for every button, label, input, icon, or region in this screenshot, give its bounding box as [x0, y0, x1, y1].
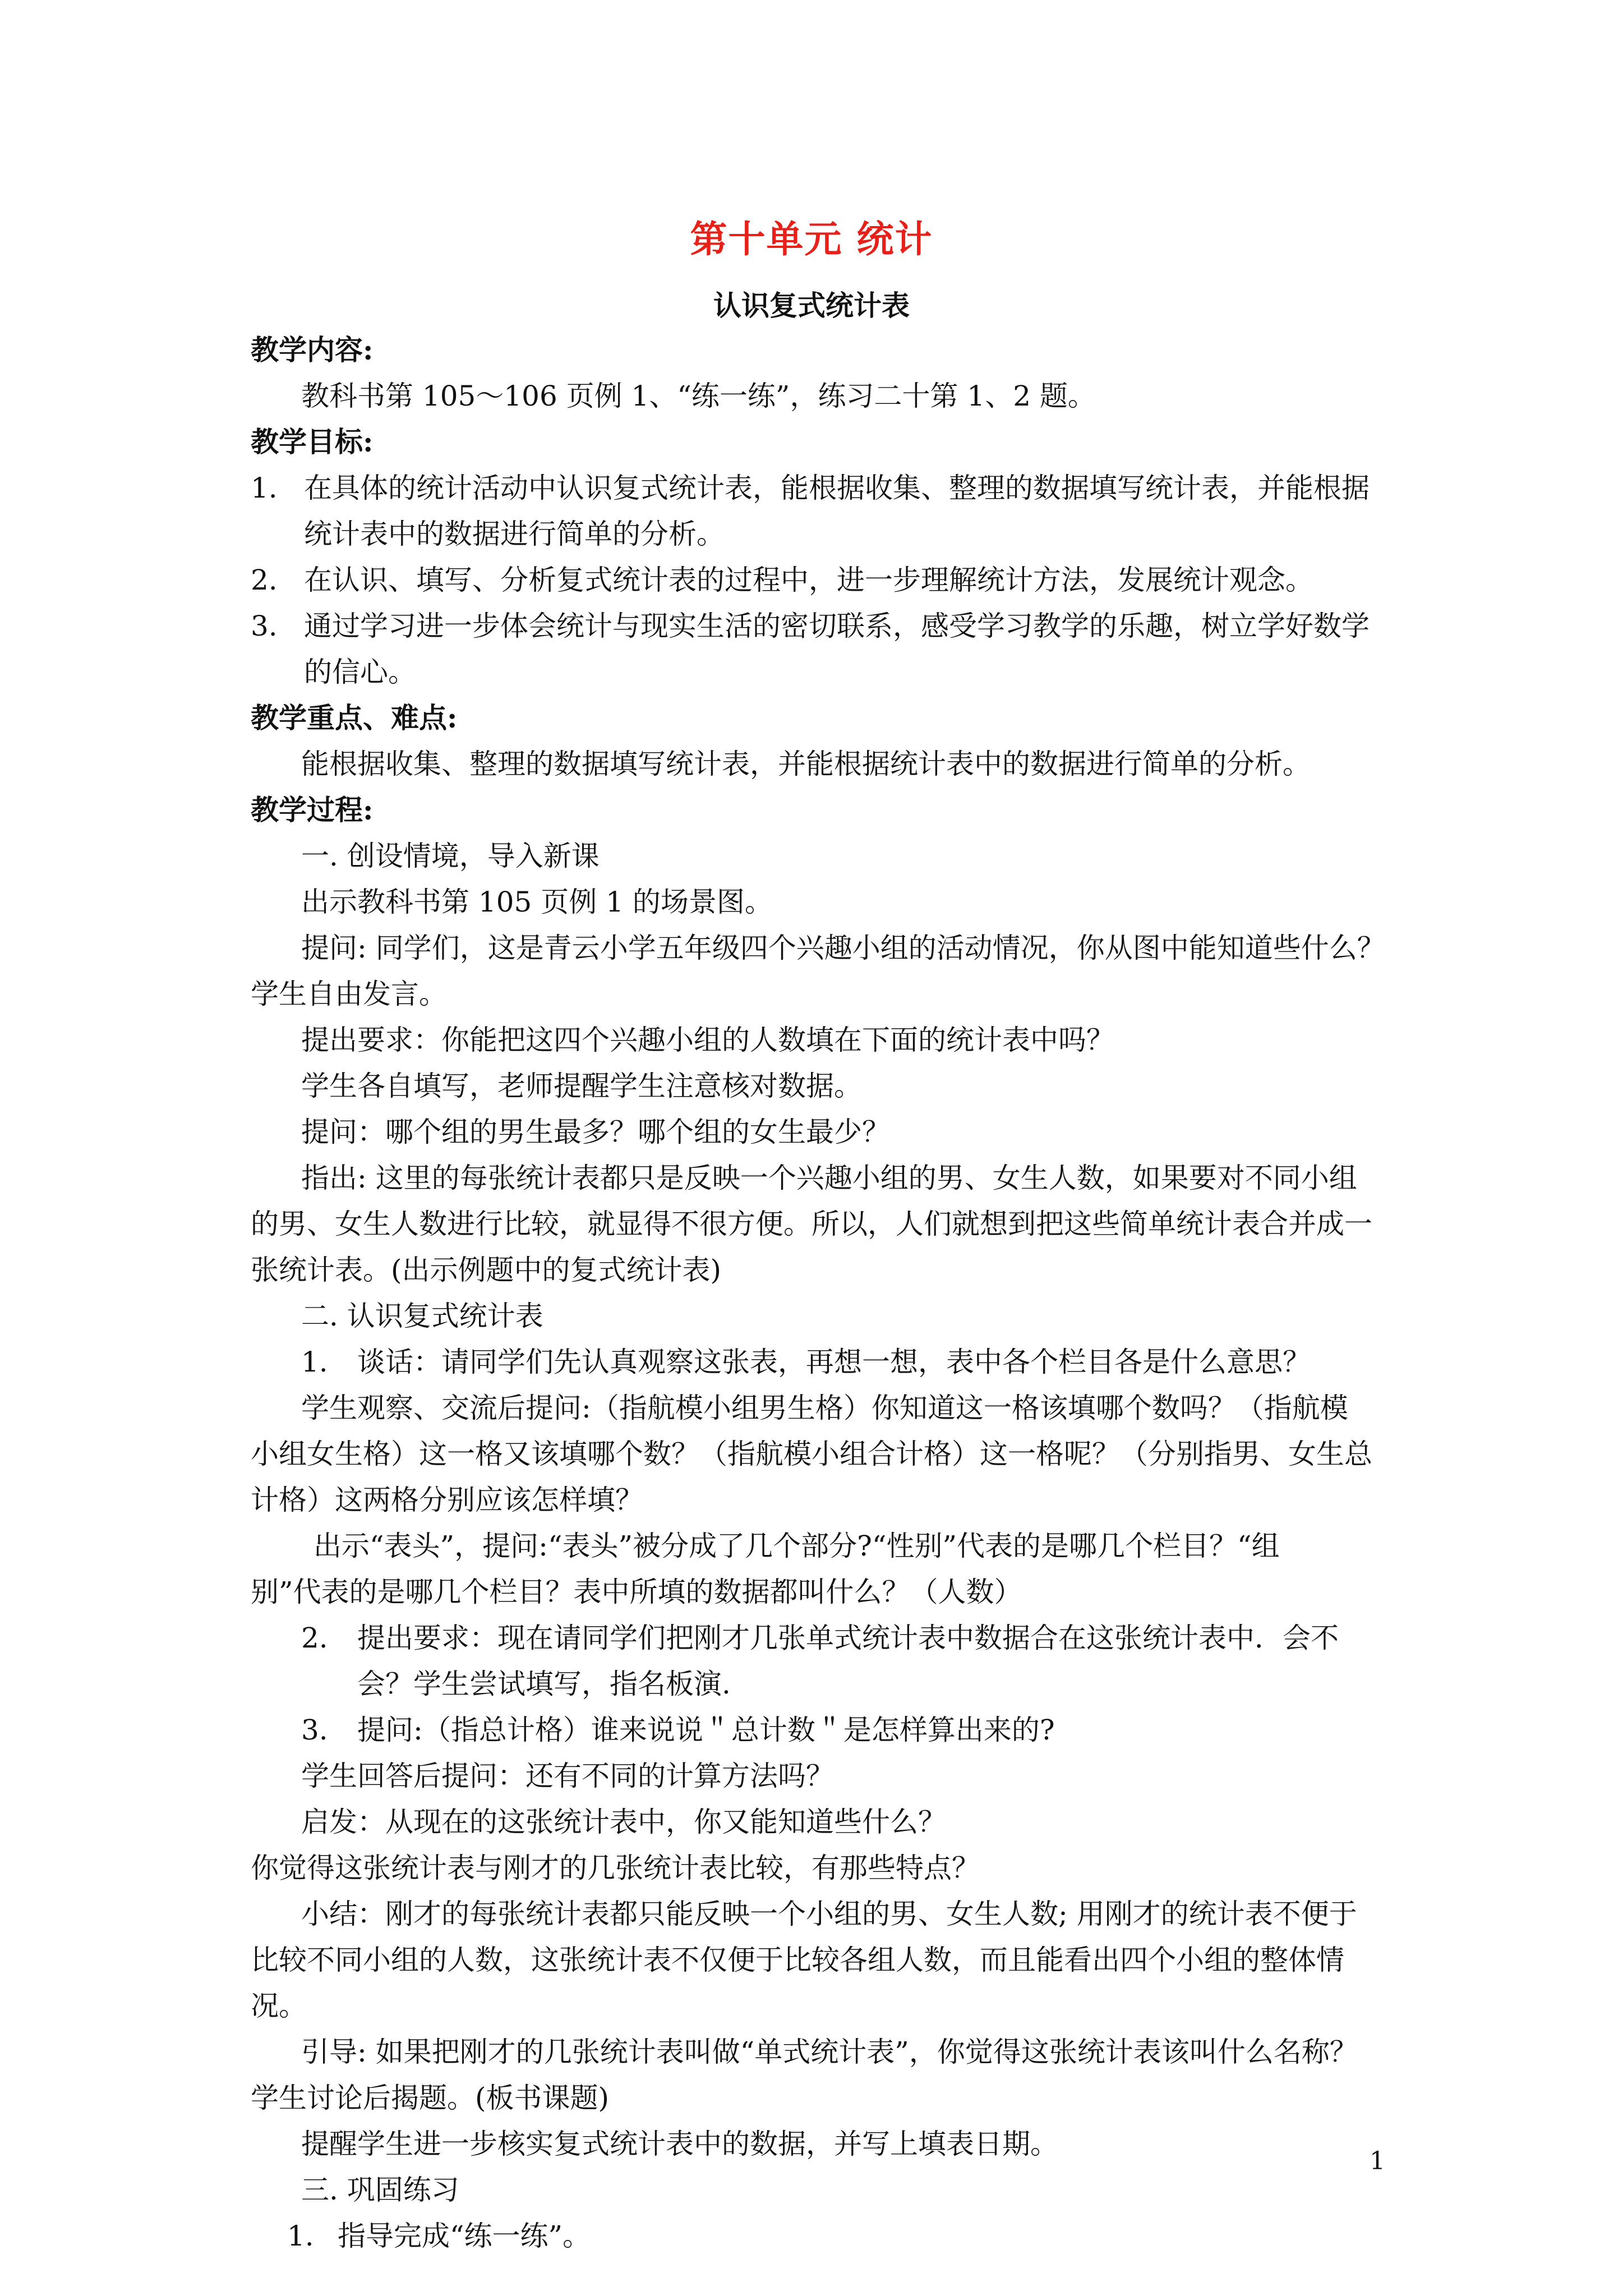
content-text: 教科书第 105～106 页例 1、“练一练”，练习二十第 1、2 题。 [301, 380, 1096, 412]
page-title: 第十单元 统计 [690, 217, 933, 261]
process-paragraph: 学生讨论后揭题。(板书课题) [251, 2082, 610, 2114]
goal-number: 2. [251, 564, 278, 596]
step-text: 指导完成“练一练”。 [338, 2220, 591, 2252]
process-paragraph: 的男、女生人数进行比较，就显得不很方便。所以，人们就想到把这些简单统计表合并成一 [251, 1208, 1372, 1240]
process-step [251, 1707, 1389, 1753]
key-points-text: 能根据收集、整理的数据填写统计表，并能根据统计表中的数据进行简单的分析。 [301, 748, 1311, 780]
heading-key-points: 教学重点、难点: [251, 701, 458, 734]
process-paragraph: 出示“表头”，提问:“表头”被分成了几个部分?“性别”代表的是哪几个栏目？“组 [313, 1530, 1280, 1562]
goal-item [251, 603, 1389, 649]
step-number: 2. [301, 1622, 328, 1654]
process-paragraph: 学生回答后提问：还有不同的计算方法吗？ [301, 1760, 834, 1792]
goal-number: 3. [251, 610, 278, 642]
process-paragraph: 别”代表的是哪几个栏目？表中所填的数据都叫什么？（人数） [251, 1576, 1022, 1608]
process-paragraph: 计格）这两格分别应该怎样填？ [251, 1484, 643, 1516]
goal-text: 通过学习进一步体会统计与现实生活的密切联系，感受学习教学的乐趣，树立学好数学 [304, 610, 1370, 642]
process-paragraph: 小结：刚才的每张统计表都只能反映一个小组的男、女生人数; 用刚才的统计表不便于 [301, 1898, 1357, 1930]
heading-goals: 教学目标: [251, 425, 374, 458]
process-paragraph: 小组女生格）这一格又该填哪个数？（指航模小组合计格）这一格呢？（分别指男、女生总 [251, 1438, 1372, 1470]
process-paragraph: 指出: 这里的每张统计表都只是反映一个兴趣小组的男、女生人数，如果要对不同小组 [301, 1162, 1357, 1194]
process-paragraph: 一. 创设情境，导入新课 [301, 840, 600, 872]
step-text-continued: 会？学生尝试填写，指名板演. [357, 1668, 731, 1700]
step-text: 提问:（指总计格）谁来说说＂总计数＂是怎样算出来的? [357, 1714, 1055, 1746]
step-text: 提出要求：现在请同学们把刚才几张单式统计表中数据合在这张统计表中．会不 [357, 1622, 1339, 1654]
heading-process: 教学过程: [251, 793, 374, 826]
process-paragraph: 提醒学生进一步核实复式统计表中的数据，并写上填表日期。 [301, 2128, 1058, 2160]
process-paragraph: 你觉得这张统计表与刚才的几张统计表比较，有那些特点？ [251, 1852, 980, 1884]
process-paragraph: 比较不同小组的人数，这张统计表不仅便于比较各组人数，而且能看出四个小组的整体情况。 [251, 1944, 1344, 2022]
goal-item [251, 465, 1389, 511]
process-paragraph: 提问: 同学们，这是青云小学五年级四个兴趣小组的活动情况，你从图中能知道些什么？ [301, 932, 1385, 964]
process-step [251, 1615, 1389, 1661]
process-paragraph: 张统计表。(出示例题中的复式统计表) [251, 1254, 722, 1286]
step-text: 谈话：请同学们先认真观察这张表，再想一想，表中各个栏目各是什么意思？ [357, 1346, 1311, 1378]
process-paragraph: 三. 巩固练习 [301, 2174, 459, 2206]
step-number: 1. [287, 2220, 314, 2252]
process-paragraph: 引导: 如果把刚才的几张统计表叫做“单式统计表”，你觉得这张统计表该叫什么名称？ [301, 2036, 1358, 2068]
heading-content: 教学内容: [251, 333, 374, 366]
process-paragraph: 学生自由发言。 [251, 978, 447, 1010]
process-step [251, 2213, 1389, 2259]
page-number: 1 [1370, 2147, 1385, 2175]
process-paragraph: 学生各自填写，老师提醒学生注意核对数据。 [301, 1070, 862, 1102]
process-step [251, 1339, 1389, 1385]
document-body [251, 327, 1389, 2259]
goal-item [251, 557, 1389, 603]
goal-number: 1. [251, 472, 278, 504]
process-paragraph: 启发：从现在的这张统计表中，你又能知道些什么？ [301, 1806, 946, 1838]
process-paragraph: 提问：哪个组的男生最多？哪个组的女生最少？ [301, 1116, 890, 1148]
step-number: 1. [301, 1346, 328, 1378]
process-paragraph: 提出要求：你能把这四个兴趣小组的人数填在下面的统计表中吗？ [301, 1024, 1114, 1056]
goal-text-continued: 统计表中的数据进行简单的分析。 [304, 518, 725, 550]
goal-text: 在认识、填写、分析复式统计表的过程中，进一步理解统计方法，发展统计观念。 [304, 564, 1313, 596]
lesson-subtitle: 认识复式统计表 [713, 289, 910, 322]
goal-text: 在具体的统计活动中认识复式统计表，能根据收集、整理的数据填写统计表，并能根据 [304, 472, 1370, 504]
process-paragraph: 学生观察、交流后提问:（指航模小组男生格）你知道这一格该填哪个数吗？（指航模 [301, 1392, 1348, 1424]
step-number: 3. [301, 1714, 328, 1746]
goal-text-continued: 的信心。 [304, 656, 416, 688]
process-paragraph: 二. 认识复式统计表 [301, 1300, 543, 1332]
process-paragraph: 出示教科书第 105 页例 1 的场景图。 [301, 886, 773, 918]
